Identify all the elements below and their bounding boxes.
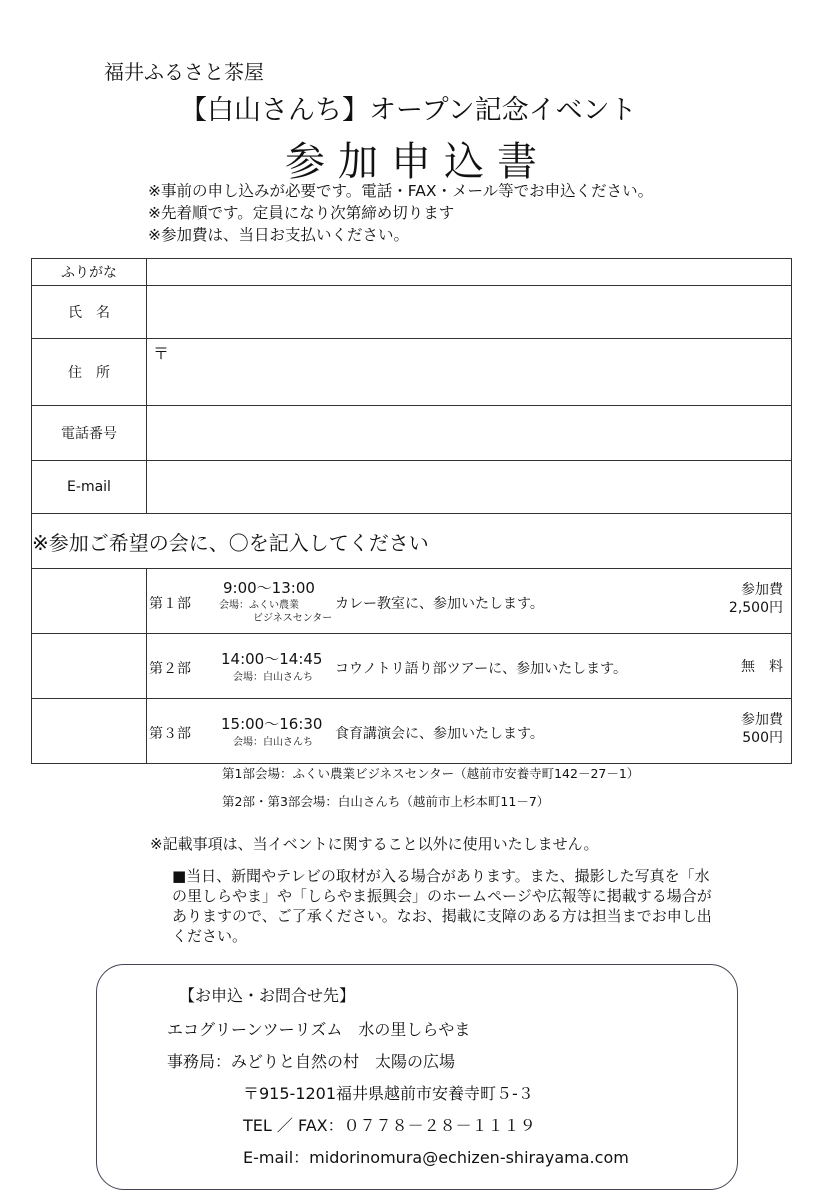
privacy-note: ※記載事項は、当イベントに関すること以外に使用いたしません。 [150, 835, 599, 853]
contact-office: 事務局：みどりと自然の村 太陽の広場 [167, 1052, 456, 1071]
session-2-venue: 会場：白山さんち [233, 672, 313, 683]
session-3-fee-value: 500円 [742, 730, 783, 746]
contact-phone-fax: TEL ／ FAX：０７７８－２８－１１１９ [243, 1116, 536, 1135]
venue-1-address: 第1部会場：ふくい農業ビジネスセンター（越前市安養寺町142－27－1） [222, 766, 640, 781]
note-first-come: ※先着順です。定員になり次第締め切ります [148, 204, 455, 222]
email-row [32, 461, 791, 514]
session-1-mark-cell[interactable] [32, 569, 147, 633]
session-row-2 [32, 634, 791, 699]
session-2-mark-cell[interactable] [32, 634, 147, 698]
session-row-1 [32, 569, 791, 634]
session-1-venue-line1: 会場：ふくい農業 [219, 600, 299, 611]
session-3-part: 第３部 [149, 726, 191, 742]
application-form-table [31, 258, 792, 764]
session-instruction: ※参加ご希望の会に、〇を記入してください [32, 530, 429, 555]
venue-2-address: 第2部・第3部会場：白山さんち（越前市上杉本町11－7） [222, 794, 550, 809]
session-1-time: 9:00～13:00 [223, 579, 315, 597]
note-advance-registration: ※事前の申し込みが必要です。電話・FAX・メール等でお申込ください。 [148, 182, 654, 200]
note-fee-payment: ※参加費は、当日お支払いください。 [148, 226, 409, 244]
session-3-time: 15:00～16:30 [221, 715, 323, 733]
session-1-description: カレー教室に、参加いたします。 [335, 596, 544, 612]
instruction-row [32, 514, 791, 569]
name-field[interactable] [147, 286, 791, 338]
contact-address: 〒915-1201福井県越前市安養寺町５-３ [243, 1084, 534, 1103]
session-1-fee [729, 581, 783, 617]
session-3-mark-cell[interactable] [32, 699, 147, 763]
address-row [32, 339, 791, 406]
notes-block [148, 180, 653, 246]
contact-heading: 【お申込・お問合せ先】 [179, 986, 356, 1005]
session-3-venue: 会場：白山さんち [233, 737, 313, 748]
contact-email: E-mail：midorinomura@echizen-shirayama.com [243, 1148, 629, 1167]
email-label: E-mail [32, 461, 147, 513]
contact-box [96, 964, 738, 1190]
media-notice-line-1: ■当日、新聞やテレビの取材が入る場合があります。また、撮影した写真を「水 [172, 867, 710, 885]
furigana-field[interactable] [147, 259, 791, 285]
session-2-time: 14:00～14:45 [221, 650, 323, 668]
page-title: 参加申込書 [285, 139, 550, 185]
session-1-venue-line2: ビジネスセンター [253, 613, 333, 624]
media-notice [172, 866, 784, 946]
phone-field[interactable] [147, 406, 791, 460]
phone-label: 電話番号 [32, 406, 147, 460]
furigana-row [32, 259, 791, 286]
event-title: 【白山さんち】オープン記念イベント [180, 95, 637, 126]
media-notice-line-4: ください。 [172, 927, 248, 945]
contact-organization: エコグリーンツーリズム 水の里しらやま [167, 1020, 471, 1039]
furigana-label: ふりがな [32, 259, 147, 285]
phone-row [32, 406, 791, 461]
media-notice-line-3: ありますので、ご了承ください。なお、掲載に支障のある方は担当までお申し出 [172, 907, 712, 925]
session-2-fee: 無 料 [741, 659, 783, 675]
session-3-fee-label: 参加費 [741, 712, 783, 728]
organizer-name: 福井ふるさと茶屋 [104, 60, 264, 84]
session-2-part: 第２部 [149, 661, 191, 677]
address-label: 住 所 [32, 339, 147, 405]
media-notice-line-2: の里しらやま」や「しらやま振興会」のホームページや広報等に掲載する場合が [172, 887, 712, 905]
name-label: 氏 名 [32, 286, 147, 338]
name-row [32, 286, 791, 339]
postal-mark: 〒 [153, 344, 170, 363]
email-field[interactable] [147, 461, 791, 513]
venue-addresses [222, 760, 639, 816]
session-3-description: 食育講演会に、参加いたします。 [335, 726, 544, 742]
address-field[interactable] [147, 339, 791, 405]
session-3-fee [741, 711, 783, 747]
session-1-fee-label: 参加費 [741, 582, 783, 598]
session-1-fee-value: 2,500円 [728, 600, 783, 616]
session-2-description: コウノトリ語り部ツアーに、参加いたします。 [335, 661, 628, 677]
session-1-part: 第１部 [149, 596, 191, 612]
session-row-3 [32, 699, 791, 763]
